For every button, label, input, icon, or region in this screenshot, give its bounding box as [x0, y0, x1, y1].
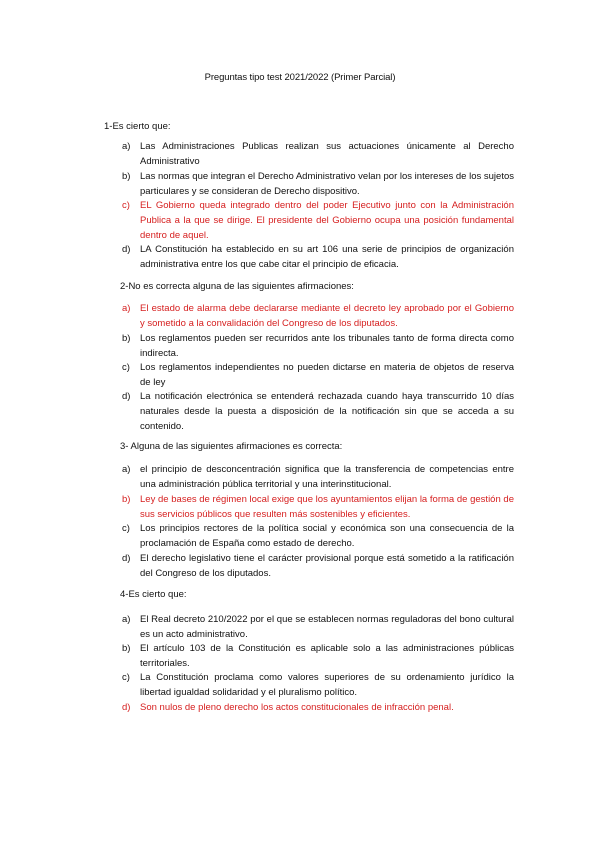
option-text: El Real decreto 210/2022 por el que se establecen normas reguladoras del bono cultural es un acto administrativo. [140, 614, 514, 640]
page-title: Preguntas tipo test 2021/2022 (Primer Parcial) [204, 72, 396, 83]
question-1-heading: 1-Es cierto que: [104, 121, 171, 132]
option-letter: b) [122, 333, 131, 344]
option-letter: c) [122, 672, 130, 683]
option-text: EL Gobierno queda integrado dentro del poder Ejecutivo junto con la Administración Publica a la que se dirige. El presidente del Gobierno ocupa una posición fundamental dentro de aquel. [140, 200, 514, 241]
option-text: La Constitución proclama como valores superiores de su ordenamiento jurídico la libertad igualdad solidaridad y el pluralismo político. [140, 672, 514, 698]
option-text: Los principios rectores de la política social y económica son una consecuencia de la proclamación de España como estado de derecho. [140, 523, 514, 549]
question-3-option-a [122, 462, 514, 492]
option-text: Ley de bases de régimen local exige que los ayuntamientos elijan la forma de gestión de sus servicios públicos que resulten más sostenibles y eficientes. [140, 494, 514, 520]
option-text: el principio de desconcentración significa que la transferencia de competencias entre una administración pública territorial y una interinstitucional. [140, 464, 514, 490]
question-1-option-c-correct [122, 198, 514, 243]
option-letter: a) [122, 141, 131, 152]
question-2-option-d [122, 389, 514, 434]
option-letter: c) [122, 200, 130, 211]
option-text: Los reglamentos independientes no pueden dictarse en materia de objetos de reserva de ley [140, 362, 514, 388]
question-2-option-b [122, 331, 514, 361]
option-letter: c) [122, 523, 130, 534]
question-3-option-b-correct [122, 492, 514, 522]
option-text: La notificación electrónica se entenderá rechazada cuando haya transcurrido 10 días naturales desde la puesta a disposición de la notificación sin que se acceda a su contenido. [140, 391, 514, 432]
question-1-option-a [122, 139, 514, 169]
option-letter: c) [122, 362, 130, 373]
question-2-option-c [122, 360, 514, 390]
question-1-option-b [122, 169, 514, 199]
option-text: El artículo 103 de la Constitución es aplicable solo a las administraciones públicas territoriales. [140, 643, 514, 669]
question-2-heading: 2-No es correcta alguna de las siguientes afirmaciones: [120, 281, 354, 292]
question-2-option-a-correct [122, 301, 514, 331]
option-text: El estado de alarma debe declararse mediante el decreto ley aprobado por el Gobierno y sometido a la convalidación del Congreso de los diputados. [140, 303, 514, 329]
option-letter: a) [122, 464, 131, 475]
question-3-option-c [122, 521, 514, 551]
option-text: Las normas que integran el Derecho Administrativo velan por los intereses de los sujetos particulares y se consideran de Derecho dispositivo. [140, 171, 514, 197]
option-letter: d) [122, 391, 131, 402]
question-4-option-c [122, 670, 514, 700]
option-letter: a) [122, 303, 131, 314]
option-text: Son nulos de pleno derecho los actos constitucionales de infracción penal. [140, 702, 454, 713]
option-letter: d) [122, 244, 131, 255]
question-3-option-d [122, 551, 514, 581]
option-letter: d) [122, 553, 131, 564]
question-4-option-b [122, 641, 514, 671]
question-4-heading: 4-Es cierto que: [120, 589, 187, 600]
option-text: Las Administraciones Publicas realizan sus actuaciones únicamente al Derecho Administrativo [140, 141, 514, 167]
option-text: El derecho legislativo tiene el carácter provisional porque está sometido a la ratificación del Congreso de los diputados. [140, 553, 514, 579]
option-text: LA Constitución ha establecido en su art 106 una serie de principios de organización administrativa entre los que cabe citar el principio de eficacia. [140, 244, 514, 270]
question-1-option-d [122, 242, 514, 272]
option-letter: b) [122, 494, 131, 505]
option-letter: b) [122, 643, 131, 654]
question-4-option-d-correct [122, 700, 514, 715]
question-4-option-a [122, 612, 514, 642]
option-letter: d) [122, 702, 131, 713]
question-3-heading: 3- Alguna de las siguientes afirmaciones es correcta: [120, 441, 343, 452]
option-letter: b) [122, 171, 131, 182]
option-letter: a) [122, 614, 131, 625]
option-text: Los reglamentos pueden ser recurridos ante los tribunales tanto de forma directa como indirecta. [140, 333, 514, 359]
